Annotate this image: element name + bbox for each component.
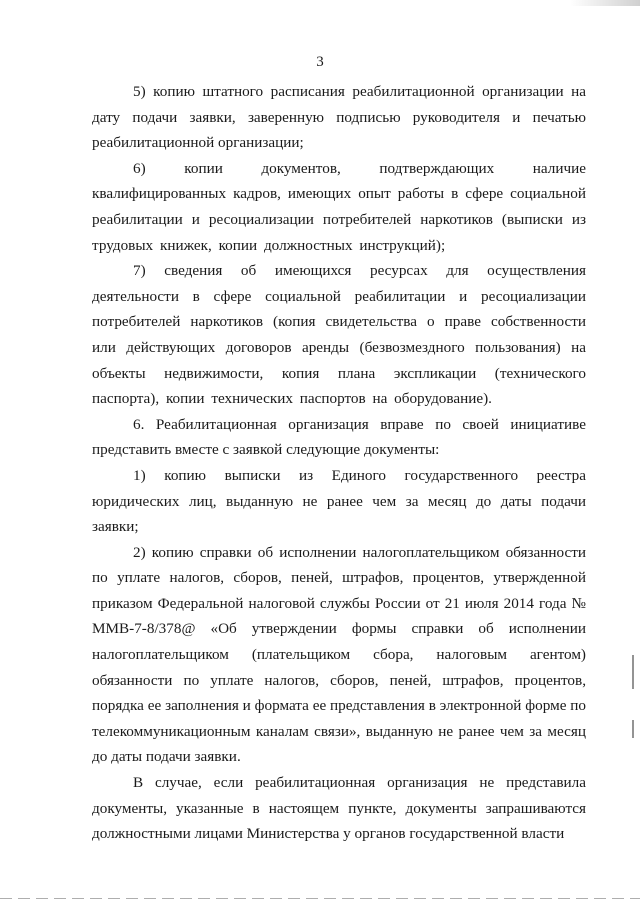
paragraph-closing: В случае, если реабилитационная организация не представила документы, указанные в настоящем пункте, документы запрашиваются должностными лицами Министерства у органов государственной власти bbox=[92, 774, 586, 843]
scan-edge-bottom bbox=[0, 898, 640, 899]
paragraph-subitem-2: 2) копию справки об исполнении налогоплательщиком обязанности по уплате налогов, сборов, пеней, штрафов, процентов, утвержденной приказом Федеральной налоговой службы России от 21 июля 2014 года № ММВ-7-8/378@ «Об утверждении формы справки об исполнении налогоплательщиком (плательщиком сбора, налоговым агентом) обязанности по уплате налогов, сборов, пеней, штрафов, процентов, порядка ее заполнения и формата ее представления в электронной форме по телекоммуникационным каналам связи», выданную не ранее чем за месяц до даты подачи заявки. bbox=[92, 543, 586, 766]
scan-mark bbox=[632, 720, 634, 738]
scan-edge-top bbox=[570, 0, 640, 6]
document-body bbox=[92, 79, 586, 847]
paragraph-item-7: 7) сведения об имеющихся ресурсах для осуществления деятельности в сфере социальной реабилитации и ресоциализации потребителей наркотиков (копия свидетельства о праве собственности или действующих договоров аренды (безвозмездного пользования) на объекты недвижимости, копия плана экспликации (технического паспорта), копии технических паспортов на оборудование). bbox=[92, 262, 586, 408]
page-number: 3 bbox=[316, 54, 324, 70]
paragraph-section-6: 6. Реабилитационная организация вправе по своей инициативе представить вместе с заявкой следующие документы: bbox=[92, 415, 586, 459]
paragraph-subitem-1: 1) копию выписки из Единого государственного реестра юридических лиц, выданную не ранее чем за месяц до даты подачи заявки; bbox=[92, 466, 586, 536]
paragraph-item-6: 6) копии документов, подтверждающих наличие квалифицированных кадров, имеющих опыт работы в сфере социальной реабилитации и ресоциализации потребителей наркотиков (выписки из трудовых книжек, копии должностных инструкций); bbox=[92, 159, 586, 254]
scan-mark bbox=[632, 655, 634, 689]
paragraph-item-5: 5) копию штатного расписания реабилитационной организации на дату подачи заявки, заверенную подписью руководителя и печатью реабилитационной организации; bbox=[92, 83, 586, 152]
